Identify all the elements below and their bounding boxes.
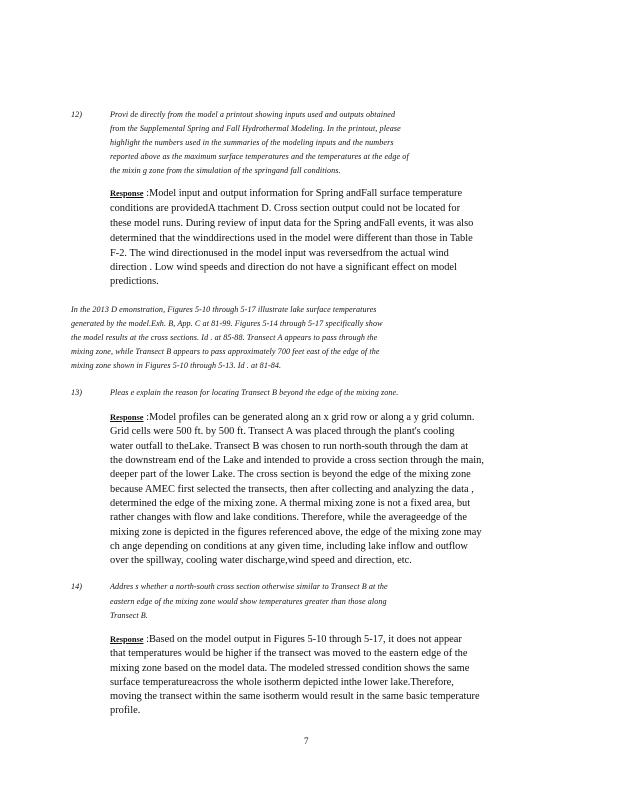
response-label: Response	[110, 413, 144, 422]
question-13-line: Pleas e explain the reason for locating Transect B beyond the edge of the mixing zone.	[110, 388, 399, 397]
response-12-line: direction . Low wind speeds and direction do not have a significant effect on model	[110, 262, 457, 273]
question-12-number: 12)	[71, 110, 82, 119]
response-13-first-text: :Model profiles can be generated along an x grid row or along a y grid column.	[143, 412, 475, 423]
demonstration-line: mixing zone, while Transect B appears to pass approximately 700 feet east of the edge of the	[71, 347, 380, 356]
question-14-line: eastern edge of the mixing zone would show temperatures greater than those along	[110, 597, 387, 606]
response-13-line: over the spillway, cooling water discharge,wind speed and direction, etc.	[110, 555, 412, 566]
response-12-first-text: :Model input and output information for Spring andFall surface temperature	[143, 188, 463, 199]
response-label: Response	[110, 635, 144, 644]
question-12-line: from the Supplemental Spring and Fall Hydrothermal Modeling. In the printout, please	[110, 124, 401, 133]
response-13-line: rather changes with flow and lake conditions. Therefore, while the averageedge of the	[110, 512, 467, 523]
response-14-line: moving the transect within the same isotherm would result in the same basic temperature	[110, 691, 480, 702]
response-13-line: determined the edge of the mixing zone. A thermal mixing zone is not a fixed area, but	[110, 498, 471, 509]
question-12-line: highlight the numbers used in the summaries of the modeling inputs and the numbers	[110, 138, 394, 147]
question-12-line: reported above as the maximum surface temperatures and the temperatures at the edge of	[110, 152, 409, 161]
response-14-line: that temperatures would be higher if the transect was moved to the eastern edge of the	[110, 648, 468, 659]
question-12-line: the mixin g zone from the simulation of the springand fall conditions.	[110, 166, 341, 175]
response-14-line: profile.	[110, 705, 141, 716]
response-14-line: surface temperatureacross the whole isotherm depicted inthe lower lake.Therefore,	[110, 677, 454, 688]
question-13-number: 13)	[71, 388, 82, 397]
response-12-first-line	[110, 188, 462, 199]
page-number: 7	[304, 736, 309, 746]
response-13-line: the downstream end of the Lake and intended to provide a cross section through the main,	[110, 455, 484, 466]
response-label: Response	[110, 189, 144, 198]
question-14-line: Addres s whether a north-south cross section otherwise similar to Transect B at the	[110, 582, 388, 591]
response-12-line: determined that the winddirections used in the model were different than those in Table	[110, 233, 473, 244]
response-12-line: conditions are providedA ttachment D. Cross section output could not be located for	[110, 203, 461, 214]
response-13-line: Grid cells were 500 ft. by 500 ft. Transect A was placed through the plant's cooling	[110, 426, 455, 437]
response-13-line: water outfall to theLake. Transect B was chosen to run north-south through the dam at	[110, 441, 469, 452]
response-14-line: mixing zone based on the model data. The modeled stressed condition shows the same	[110, 663, 470, 674]
response-12-line: F-2. The wind directionused in the model input was reversedfrom the actual wind	[110, 248, 449, 259]
response-13-line: ch ange depending on conditions at any given time, including lake inflow and outflow	[110, 541, 468, 552]
response-14-first-text: :Based on the model output in Figures 5-10 through 5-17, it does not appear	[143, 634, 462, 645]
question-14-line: Transect B.	[110, 611, 148, 620]
response-13-line: because AMEC first selected the transects, then after collecting and analyzing the data ,	[110, 484, 474, 495]
demonstration-line: the model results at the cross sections. Id . at 85-88. Transect A appears to pass through the	[71, 333, 378, 342]
demonstration-line: mixing zone shown in Figures 5-10 through 5-13. Id . at 81-84.	[71, 361, 282, 370]
response-12-line: these model runs. During review of input data for the Spring andFall events, it was also	[110, 218, 474, 229]
question-14-number: 14)	[71, 582, 82, 591]
response-13-line: mixing zone is depicted in the figures referenced above, the edge of the mixing zone may	[110, 527, 482, 538]
demonstration-line: generated by the model.Exh. B, App. C at 81-99. Figures 5-14 through 5-17 specifically show	[71, 319, 383, 328]
response-13-line: deeper part of the lower Lake. The cross section is beyond the edge of the mixing zone	[110, 469, 471, 480]
response-12-line: predictions.	[110, 276, 159, 287]
response-14-first-line	[110, 634, 462, 645]
demonstration-line: In the 2013 D emonstration, Figures 5-10 through 5-17 illustrate lake surface temperatures	[71, 305, 377, 314]
response-13-first-line	[110, 412, 474, 423]
question-12-line: Provi de directly from the model a printout showing inputs used and outputs obtained	[110, 110, 396, 119]
